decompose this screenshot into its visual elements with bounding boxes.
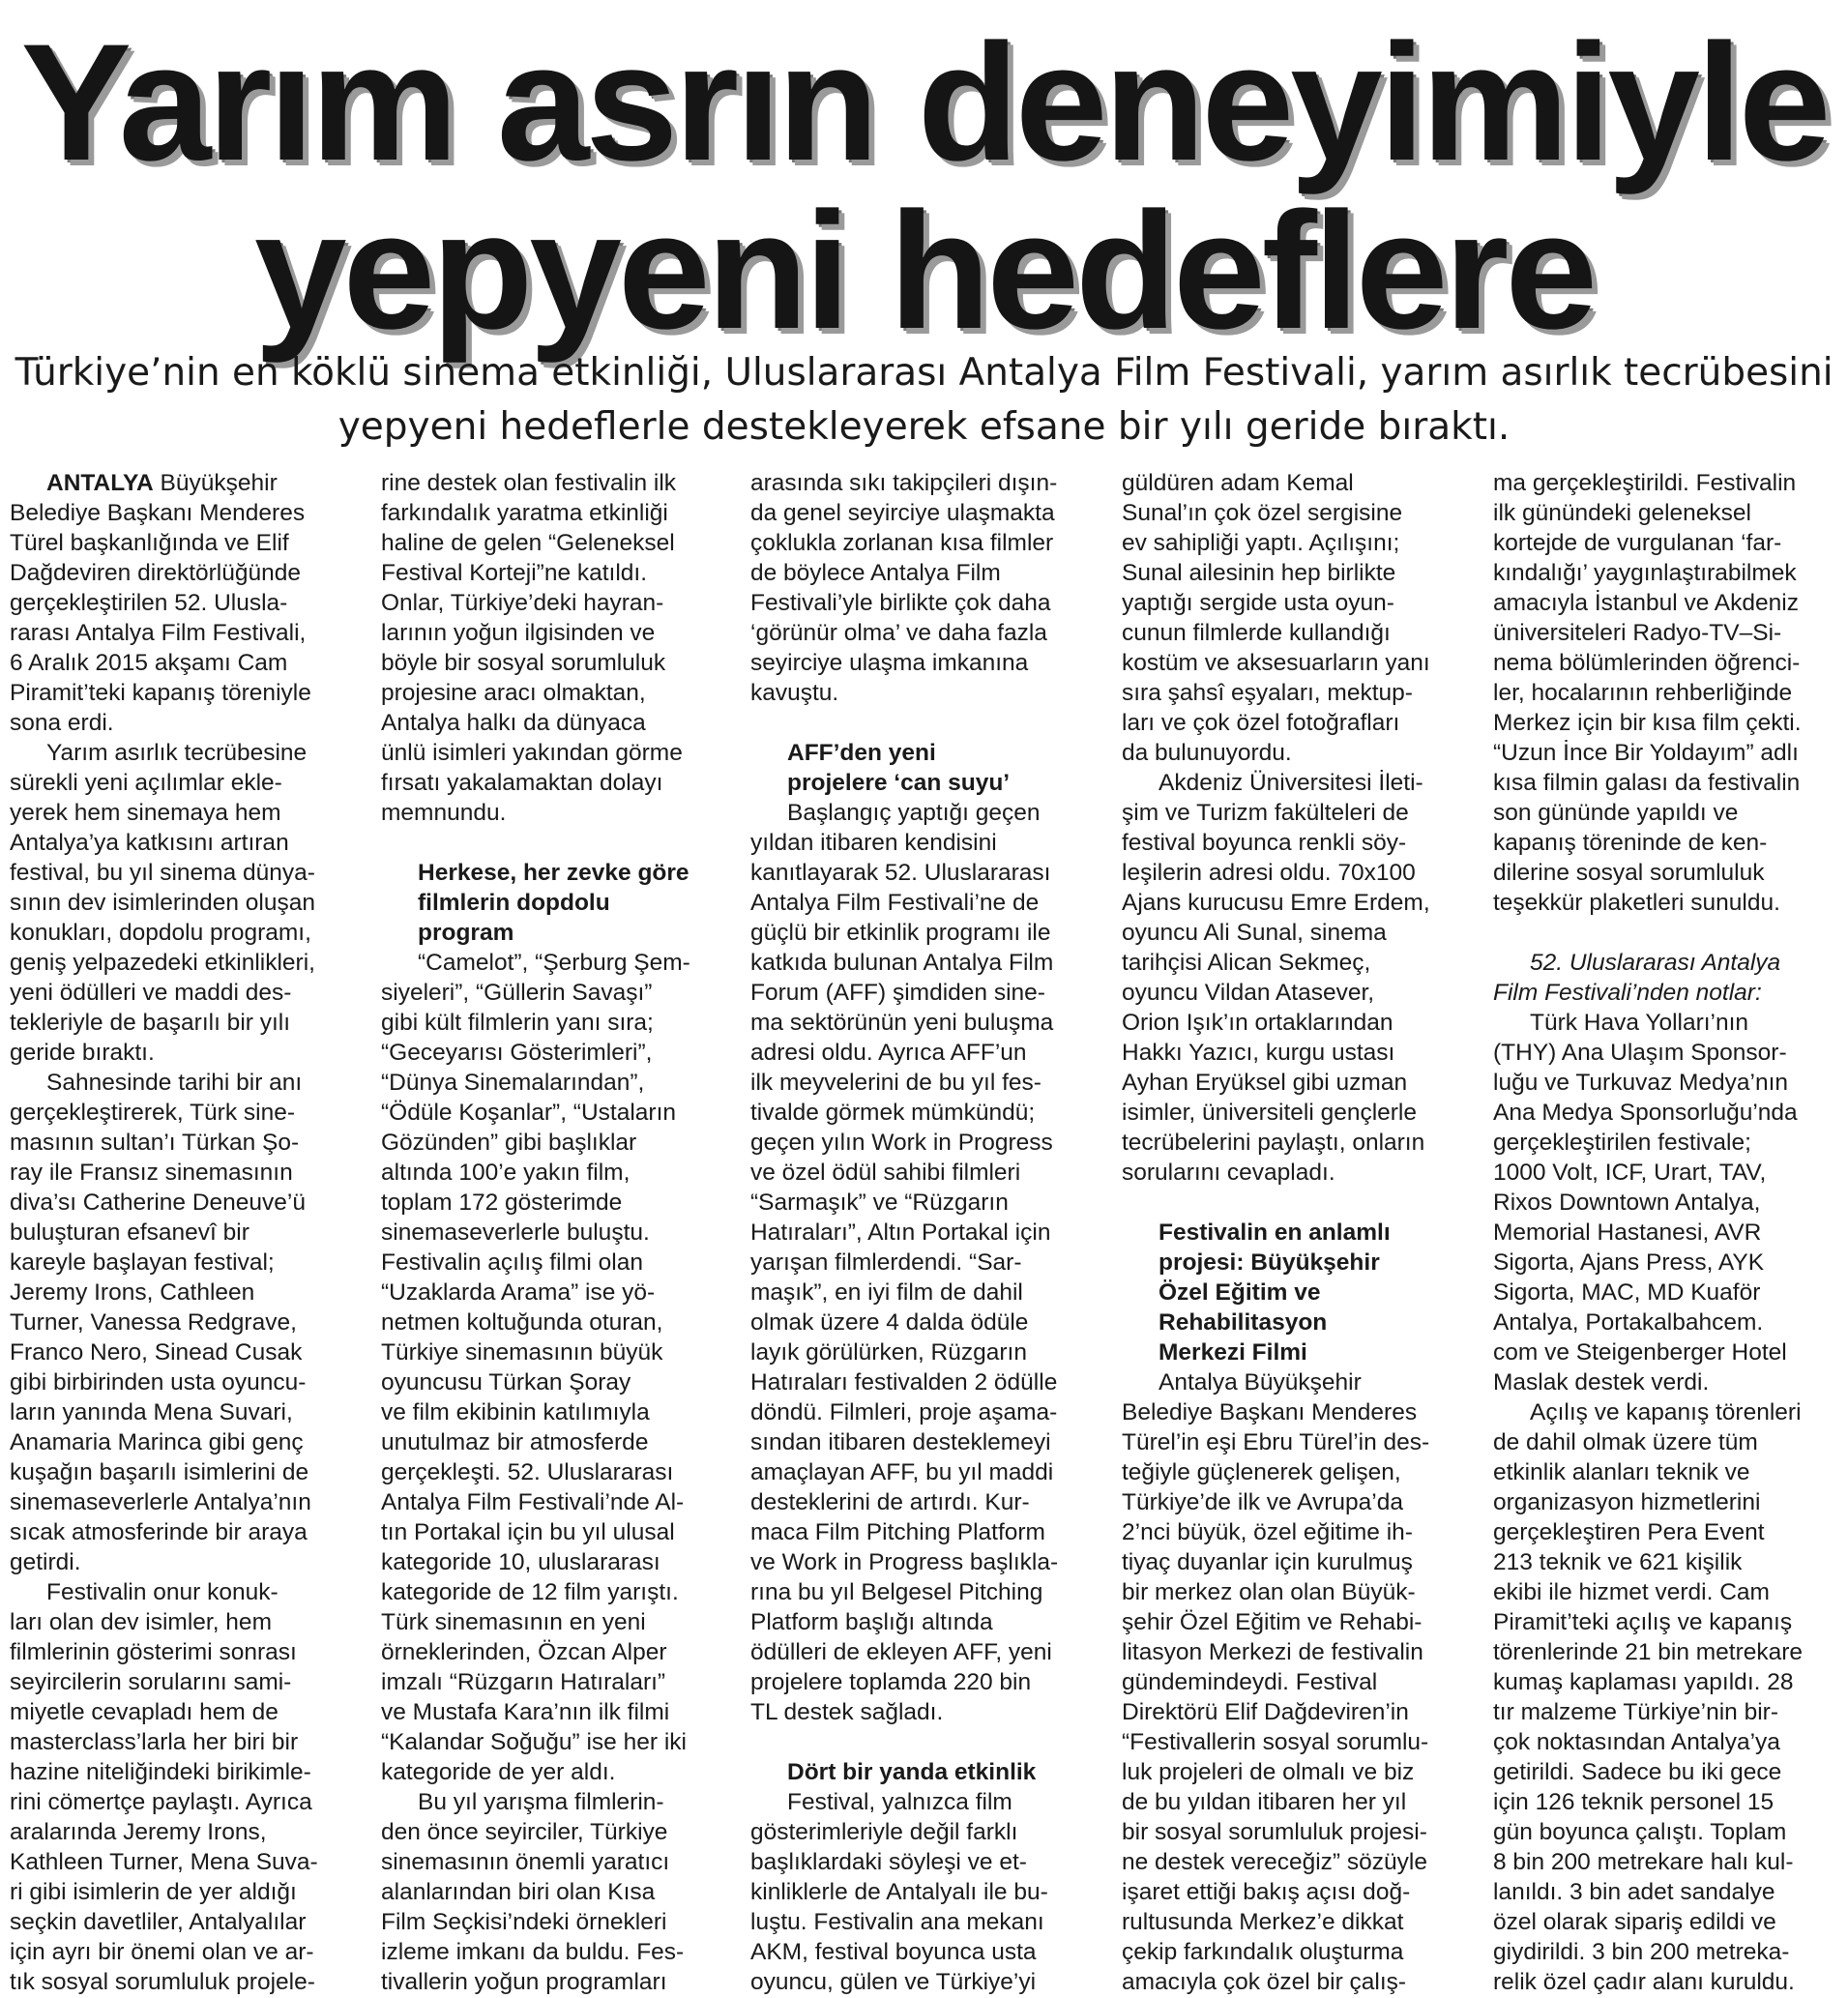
subheading-line: Özel Eğitim ve — [1159, 1279, 1321, 1306]
body-text-line: yeni ödülleri ve maddi des- — [10, 980, 292, 1006]
body-text-line: alanlarından biri olan Kısa — [381, 1879, 656, 1905]
body-text-line: kinliklerle de Antalyalı ile bu- — [750, 1879, 1048, 1905]
body-text-line: de böylece Antalya Film — [750, 560, 1001, 586]
body-text-line: ların yanında Mena Suvari, — [10, 1399, 293, 1425]
body-text-line: Hatıraları”, Altın Portakal için — [750, 1219, 1051, 1246]
body-text-line: gerçekleştirilen 52. Ulusla- — [10, 590, 288, 616]
article-column-3 — [750, 468, 1110, 1997]
body-text-line: oyuncu Ali Sunal, sinema — [1122, 920, 1387, 946]
body-text-line: gibi kült filmlerin yanı sıra; — [381, 1010, 654, 1036]
body-text-line: 6 Aralık 2015 akşamı Cam — [10, 650, 288, 676]
body-text-line: tır malzeme Türkiye’nin bir- — [1493, 1699, 1778, 1725]
body-text-line: Anamaria Marinca gibi genç — [10, 1429, 304, 1455]
body-text-line: Gözünden” gibi başlıklar — [381, 1130, 637, 1156]
body-text-line: çoklukla zorlanan kısa filmler — [750, 530, 1054, 556]
article-column-1 — [10, 468, 369, 1997]
body-text-line: bir sosyal sorumluluk projesi- — [1122, 1819, 1427, 1845]
body-text-line: Memorial Hastanesi, AVR — [1493, 1219, 1762, 1246]
paragraph-first-line: Bu yıl yarışma filmlerin- — [418, 1789, 664, 1815]
notes-heading-line: 52. Uluslararası Antalya — [1530, 950, 1781, 976]
body-text-line: unutulmaz bir atmosferde — [381, 1429, 649, 1455]
article-column-2 — [381, 468, 741, 1997]
subheading-line: filmlerin dopdolu — [418, 890, 610, 916]
paragraph-first-line: Antalya Büyükşehir — [1159, 1369, 1362, 1396]
body-text-line: ve özel ödül sahibi filmleri — [750, 1160, 1021, 1186]
body-text-line: kategoride de 12 film yarıştı. — [381, 1579, 679, 1605]
body-text-line: başlıklardaki söyleşi ve et- — [750, 1849, 1027, 1875]
body-text-line: kanıtlayarak 52. Uluslararası — [750, 860, 1051, 886]
dateline-line: ANTALYA Büyükşehir — [46, 470, 278, 496]
body-text-line: Türel başkanlığında ve Elif — [10, 530, 289, 556]
subheading-line: AFF’den yeni — [787, 740, 936, 766]
body-text-line: masterclass’larla her biri bir — [10, 1729, 299, 1755]
body-text-line: sıra şahsî eşyaları, mektup- — [1122, 680, 1413, 706]
body-text-line: olmak üzere 4 dalda ödüle — [750, 1309, 1029, 1336]
body-text-line: 1000 Volt, ICF, Urart, TAV, — [1493, 1160, 1767, 1186]
body-text-line: filmlerinin gösterimi sonrası — [10, 1639, 297, 1665]
body-text-line: Antalya, Portakalbahcem. — [1493, 1309, 1764, 1336]
body-text-line: TL destek sağladı. — [750, 1699, 944, 1725]
body-text-line: sıcak atmosferinde bir araya — [10, 1519, 308, 1545]
paragraph-first-line: Türk Hava Yolları’nın — [1530, 1010, 1749, 1036]
body-text-line: lanıldı. 3 bin adet sandalye — [1493, 1879, 1775, 1905]
body-text-line: “Uzun İnce Bir Yoldayım” adlı — [1493, 740, 1799, 766]
body-text-line: seçkin davetliler, Antalyalılar — [10, 1909, 307, 1935]
body-text-line: ünlü isimleri yakından görme — [381, 740, 683, 766]
body-text-line: nema bölümlerinden öğrenci- — [1493, 650, 1801, 676]
body-text-line: “Kalandar Soğuğu” ise her iki — [381, 1729, 687, 1755]
body-text-line: güldüren adam Kemal — [1122, 470, 1354, 496]
body-text-line: için 126 teknik personel 15 — [1493, 1789, 1775, 1815]
body-text-line: oyuncu Vildan Atasever, — [1122, 980, 1375, 1006]
body-text-line: tivalde görmek mümkündü; — [750, 1100, 1036, 1126]
body-text-line: gerçekleştirerek, Türk sine- — [10, 1100, 296, 1126]
body-text-line: seyirciye ulaşma imkanına — [750, 650, 1029, 676]
deck-line-2: yepyeni hedeflerle destekleyerek efsane bir yılı geride bıraktı. — [337, 405, 1511, 449]
body-text-line: geniş yelpazedeki etkinlikleri, — [10, 950, 315, 976]
body-text-line: toplam 172 gösterimde — [381, 1190, 623, 1216]
body-text-line: amacıyla çok özel bir çalış- — [1122, 1969, 1407, 1995]
body-text-line: kındalığı’ yaygınlaştırabilmek — [1493, 560, 1797, 586]
body-text-line: luştu. Festivalin ana mekanı — [750, 1909, 1044, 1935]
body-text-line: gösterimleriyle değil farklı — [750, 1819, 1018, 1845]
body-text-line: tivallerin yoğun programları — [381, 1969, 667, 1995]
body-text-line: rarası Antalya Film Festivali, — [10, 620, 307, 646]
body-text-line: kategoride de yer aldı. — [381, 1759, 616, 1785]
body-text-line: sorularını cevapladı. — [1122, 1160, 1335, 1186]
body-text-line: fırsatı yakalamaktan dolayı — [381, 770, 663, 796]
body-text-line: Franco Nero, Sinead Cusak — [10, 1339, 303, 1366]
body-text-line: sinemasının önemli yaratıcı — [381, 1849, 670, 1875]
body-text-line: Onlar, Türkiye’deki hayran- — [381, 590, 664, 616]
subheading-line: Festivalin en anlamlı — [1159, 1219, 1391, 1246]
body-text-line: yaptığı sergide usta oyun- — [1122, 590, 1394, 616]
paragraph-gap — [381, 828, 741, 858]
body-text-line: kortejde de vurgulanan ‘far- — [1493, 530, 1782, 556]
body-text-line: “Geceyarısı Gösterimleri”, — [381, 1040, 653, 1066]
subheading-line: Rehabilitasyon — [1159, 1309, 1328, 1336]
paragraph-gap — [1493, 918, 1848, 948]
body-text-line: amacıyla İstanbul ve Akdeniz — [1493, 590, 1799, 616]
body-text-line: desteklerini de artırdı. Kur- — [750, 1489, 1030, 1515]
article-column-4 — [1122, 468, 1481, 1997]
body-text-line: Film Seçkisi’ndeki örnekleri — [381, 1909, 667, 1935]
subheading-line: projelere ‘can suyu’ — [787, 770, 1011, 796]
body-text-line: ler, hocalarının rehberliğinde — [1493, 680, 1793, 706]
body-text-line: relik özel çadır alanı kuruldu. — [1493, 1969, 1795, 1995]
body-text-line: Türel’in eşi Ebru Türel’in des- — [1122, 1429, 1430, 1455]
paragraph-first-line: Yarım asırlık tecrübesine — [46, 740, 308, 766]
body-text-line: 213 teknik ve 621 kişilik — [1493, 1549, 1743, 1575]
body-text-line: netmen koltuğunda oturan, — [381, 1309, 663, 1336]
body-text-line: Piramit’teki açılış ve kapanış — [1493, 1609, 1793, 1635]
body-text-line: izleme imkanı da buldu. Fes- — [381, 1939, 685, 1965]
body-text-line: Direktörü Elif Dağdeviren’in — [1122, 1699, 1409, 1725]
body-text-line: sının dev isimlerinden oluşan — [10, 890, 315, 916]
body-text-line: ları olan dev isimler, hem — [10, 1609, 272, 1635]
body-text-line: dilerine sosyal sorumluluk — [1493, 860, 1765, 886]
body-text-line: sinemaseverlerle buluştu. — [381, 1219, 650, 1246]
body-text-line: örneklerinden, Özcan Alper — [381, 1639, 667, 1665]
body-text-line: Belediye Başkanı Menderes — [10, 500, 306, 526]
body-text-line: miyetle cevapladı hem de — [10, 1699, 279, 1725]
subheading-line: Herkese, her zevke göre — [418, 860, 689, 886]
body-text-line: teğiyle güçlenerek gelişen, — [1122, 1459, 1401, 1485]
body-text-line: litasyon Merkezi de festivalin — [1122, 1639, 1423, 1665]
body-text-line: kavuştu. — [750, 680, 839, 706]
body-text-line: diva’sı Catherine Deneuve’ü — [10, 1190, 306, 1216]
body-text-line: ilk günündeki geleneksel — [1493, 500, 1751, 526]
body-text-line: Dağdeviren direktörlüğünde — [10, 560, 301, 586]
subheading-line: program — [418, 920, 514, 946]
body-text-line: Jeremy Irons, Cathleen — [10, 1279, 255, 1306]
body-text-line: Antalya’ya katkısını artıran — [10, 830, 289, 856]
body-text-line: da bulunuyordu. — [1122, 740, 1292, 766]
body-text-line: çekip farkındalık oluşturma — [1122, 1939, 1404, 1965]
body-text-line: cunun filmlerde kullandığı — [1122, 620, 1391, 646]
body-text-line: Festival Korteji”ne katıldı. — [381, 560, 648, 586]
body-text-line: organizasyon hizmetlerini — [1493, 1489, 1761, 1515]
body-text-line: Festivali’yle birlikte çok daha — [750, 590, 1051, 616]
body-text-line: Antalya Film Festivali’ne de — [750, 890, 1040, 916]
body-text-line: oyuncusu Türkan Şoray — [381, 1369, 631, 1396]
body-text-line: ray ile Fransız sinemasının — [10, 1160, 293, 1186]
body-text-line: ri gibi isimlerin de yer aldığı — [10, 1879, 297, 1905]
body-text-line: Rixos Downtown Antalya, — [1493, 1190, 1761, 1216]
body-text-line: 2’nci büyük, özel eğitime ih- — [1122, 1519, 1413, 1545]
body-text-line: yıldan itibaren kendisini — [750, 830, 997, 856]
body-text-line: Sunal’ın çok özel sergisine — [1122, 500, 1403, 526]
body-text-line: bir merkez olan olan Büyük- — [1122, 1579, 1416, 1605]
body-text-line: ma sektörünün yeni buluşma — [750, 1010, 1054, 1036]
body-text-line: arasında sıkı takipçileri dışın- — [750, 470, 1058, 496]
body-text-line: ödülleri de ekleyen AFF, yeni — [750, 1639, 1052, 1665]
body-text-line: özel olarak sipariş edildi ve — [1493, 1909, 1776, 1935]
body-text-line: tarihçisi Alican Sekmeç, — [1122, 950, 1371, 976]
body-text-line: Antalya halkı da dünyaca — [381, 710, 646, 736]
body-text-line: “Dünya Sinemalarından”, — [381, 1070, 645, 1096]
body-text-line: Sigorta, MAC, MD Kuaför — [1493, 1279, 1761, 1306]
body-text-line: Forum (AFF) şimdiden sine- — [750, 980, 1045, 1006]
body-text-line: “Festivallerin sosyal sorumlu- — [1122, 1729, 1429, 1755]
body-text-line: projesine aracı olmaktan, — [381, 680, 646, 706]
body-text-line: com ve Steigenberger Hotel — [1493, 1339, 1787, 1366]
body-text-line: siyeleri”, “Güllerin Savaşı” — [381, 980, 653, 1006]
body-text-line: Ayhan Eryüksel gibi uzman — [1122, 1070, 1408, 1096]
body-text-line: Türk sinemasının en yeni — [381, 1609, 646, 1635]
body-text-line: “Sarmaşık” ve “Rüzgarın — [750, 1190, 1009, 1216]
body-text-line: Ana Medya Sponsorluğu’nda — [1493, 1100, 1798, 1126]
headline-line-2: yepyeni hedeflere — [253, 178, 1595, 364]
body-text-line: ve Work in Progress başlıkla- — [750, 1549, 1059, 1575]
body-text-line: memnundu. — [381, 800, 507, 826]
body-text-line: ilk meyvelerini de bu yıl fes- — [750, 1070, 1041, 1096]
paragraph-gap — [1122, 1188, 1481, 1218]
body-text-line: törenlerinde 21 bin metrekare — [1493, 1639, 1804, 1665]
body-text-line: şim ve Turizm fakülteleri de — [1122, 800, 1409, 826]
body-text-line: tık sosyal sorumluluk projele- — [10, 1969, 315, 1995]
body-text-line: ev sahipliği yaptı. Açılışını; — [1122, 530, 1400, 556]
body-text-line: oyuncu, gülen ve Türkiye’yi — [750, 1969, 1037, 1995]
body-text-line: Türkiye sinemasının büyük — [381, 1339, 663, 1366]
body-text-line: ma gerçekleştirildi. Festivalin — [1493, 470, 1797, 496]
body-text-line: ları ve çok özel fotoğrafları — [1122, 710, 1400, 736]
body-text-line: ‘görünür olma’ ve daha fazla — [750, 620, 1047, 646]
body-text-line: geçen yılın Work in Progress — [750, 1130, 1053, 1156]
body-text-line: de dahil olmak üzere tüm — [1493, 1429, 1758, 1455]
body-text-line: ne destek vereceğiz” sözüyle — [1122, 1849, 1427, 1875]
body-text-line: isimler, üniversiteli gençlerle — [1122, 1100, 1418, 1126]
body-text-line: tın Portakal için bu yıl ulusal — [381, 1519, 675, 1545]
body-text-line: geride bıraktı. — [10, 1040, 155, 1066]
body-text-line: sinemaseverlerle Antalya’nın — [10, 1489, 311, 1515]
paragraph-first-line: Festival, yalnızca film — [787, 1789, 1012, 1815]
body-text-line: leşilerin adresi oldu. 70x100 — [1122, 860, 1416, 886]
body-text-line: “Ödüle Koşanlar”, “Ustaların — [381, 1100, 677, 1126]
body-text-line: işaret ettiği bakış açısı doğ- — [1122, 1879, 1411, 1905]
body-text-line: maca Film Pitching Platform — [750, 1519, 1045, 1545]
body-text-line: imzalı “Rüzgarın Hatıraları” — [381, 1669, 666, 1695]
subheading-line: Dört bir yanda etkinlik — [787, 1759, 1037, 1785]
body-text-line: Merkez için bir kısa film çekti. — [1493, 710, 1802, 736]
subheading-line: projesi: Büyükşehir — [1159, 1249, 1380, 1276]
body-text-line: aralarında Jeremy Irons, — [10, 1819, 267, 1845]
paragraph-first-line: Sahnesinde tarihi bir anı — [46, 1070, 303, 1096]
body-text-line: etkinlik alanları teknik ve — [1493, 1459, 1750, 1485]
body-text-line: da genel seyirciye ulaşmakta — [750, 500, 1055, 526]
body-text-line: böyle bir sosyal sorumluluk — [381, 650, 666, 676]
body-text-line: kısa filmin galası da festivalin — [1493, 770, 1801, 796]
body-text-line: kostüm ve aksesuarların yanı — [1122, 650, 1430, 676]
paragraph-first-line: Açılış ve kapanış törenleri — [1530, 1399, 1802, 1425]
body-text-line: masının sultan’ı Türkan Şo- — [10, 1130, 300, 1156]
body-text-line: Orion Işık’ın ortaklarından — [1122, 1010, 1393, 1036]
body-text-line: rultusunda Merkez’e dikkat — [1122, 1909, 1404, 1935]
body-text-line: şehir Özel Eğitim ve Rehabi- — [1122, 1609, 1423, 1635]
body-text-line: gerçekleştirilen festivale; — [1493, 1130, 1751, 1156]
body-text-line: kumaş kaplaması yapıldı. 28 — [1493, 1669, 1794, 1695]
body-text-line: larının yoğun ilgisinden ve — [381, 620, 656, 646]
body-text-line: (THY) Ana Ulaşım Sponsor- — [1493, 1040, 1787, 1066]
body-text-line: Hatıraları festivalden 2 ödülle — [750, 1369, 1058, 1396]
notes-heading-line: Film Festivali’nden notlar: — [1493, 980, 1762, 1006]
body-text-line: tecrübelerini paylaştı, onların — [1122, 1130, 1425, 1156]
body-text-line: sından itibaren desteklemeyi — [750, 1429, 1051, 1455]
body-text-line: altında 100’e yakın film, — [381, 1160, 631, 1186]
body-text-line: ve Mustafa Kara’nın ilk filmi — [381, 1699, 670, 1725]
body-text-line: son gününde yapıldı ve — [1493, 800, 1739, 826]
body-text-line: de bu yıldan itibaren her yıl — [1122, 1789, 1407, 1815]
paragraph-first-line: Akdeniz Üniversitesi İleti- — [1159, 770, 1423, 796]
body-text-line: konukları, dopdolu programı, — [10, 920, 311, 946]
paragraph-gap — [750, 1727, 1110, 1757]
body-text-line: sona erdi. — [10, 710, 114, 736]
body-text-line: rine destek olan festivalin ilk — [381, 470, 677, 496]
body-text-line: ve film ekibinin katılımıyla — [381, 1399, 650, 1425]
body-text-line: adresi oldu. Ayrıca AFF’un — [750, 1040, 1027, 1066]
paragraph-first-line: Başlangıç yaptığı geçen — [787, 800, 1041, 826]
body-text-line: rini cömertçe paylaştı. Ayrıca — [10, 1789, 312, 1815]
body-text-line: Festivalin açılış filmi olan — [381, 1249, 643, 1276]
body-text-line: luğu ve Turkuvaz Medya’nın — [1493, 1070, 1789, 1096]
body-text-line: Hakkı Yazıcı, kurgu ustası — [1122, 1040, 1395, 1066]
body-text-line: Antalya Film Festivali’nde Al- — [381, 1489, 685, 1515]
body-text-line: Maslak destek verdi. — [1493, 1369, 1710, 1396]
body-text-line: döndü. Filmleri, proje aşama- — [750, 1399, 1058, 1425]
body-text-line: için ayrı bir önemi olan ve ar- — [10, 1939, 314, 1965]
body-text-line: güçlü bir etkinlik programı ile — [750, 920, 1051, 946]
body-text-line: seyircilerin sorularını sami- — [10, 1669, 292, 1695]
body-text-line: Türkiye’de ilk ve Avrupa’da — [1122, 1489, 1403, 1515]
body-text-line: kapanış töreninde de ken- — [1493, 830, 1768, 856]
deck-line-1: Türkiye’nin en köklü sinema etkinliği, Uluslararası Antalya Film Festivali, yarım asırlık tecrübesini — [15, 351, 1833, 395]
body-text-line: gerçekleşti. 52. Uluslararası — [381, 1459, 674, 1485]
body-text-line: sürekli yeni açılımlar ekle- — [10, 770, 282, 796]
body-text-line: yerek hem sinemaya hem — [10, 800, 281, 826]
body-text-line: Sunal ailesinin hep birlikte — [1122, 560, 1396, 586]
body-text-line: tiyaç duyanlar için kurulmuş — [1122, 1549, 1413, 1575]
body-text-line: çok noktasından Antalya’ya — [1493, 1729, 1780, 1755]
body-text-line: kareyle başlayan festival; — [10, 1249, 275, 1276]
body-text-line: üniversiteleri Radyo-TV–Si- — [1493, 620, 1782, 646]
body-text-line: “Uzaklarda Arama” ise yö- — [381, 1279, 656, 1306]
body-text-line: layık görülürken, Rüzgarın — [750, 1339, 1027, 1366]
body-text-line: Piramit’teki kapanış töreniyle — [10, 680, 311, 706]
body-text-line: tekleriyle de başarılı bir yılı — [10, 1010, 291, 1036]
dateline-city: ANTALYA — [46, 470, 154, 496]
body-text-line: Platform başlığı altında — [750, 1609, 993, 1635]
body-text-line: festival, bu yıl sinema dünya- — [10, 860, 315, 886]
body-text-line: den önce seyirciler, Türkiye — [381, 1819, 668, 1845]
body-text-line: kuşağın başarılı isimlerini de — [10, 1459, 309, 1485]
body-text-line: katkıda bulunan Antalya Film — [750, 950, 1054, 976]
body-text-line: festival boyunca renkli söy- — [1122, 830, 1407, 856]
body-text-line: Turner, Vanessa Redgrave, — [10, 1309, 297, 1336]
paragraph-first-line: Festivalin onur konuk- — [46, 1579, 279, 1605]
body-text-line: maşık”, en iyi film de dahil — [750, 1279, 1023, 1306]
body-text-line: Belediye Başkanı Menderes — [1122, 1399, 1418, 1425]
body-text-line: giydirildi. 3 bin 200 metreka- — [1493, 1939, 1790, 1965]
body-text-line: Sigorta, Ajans Press, AYK — [1493, 1249, 1765, 1276]
paragraph-gap — [750, 708, 1110, 738]
body-text-line: getirildi. Sadece bu iki gece — [1493, 1759, 1782, 1785]
body-text-line: AKM, festival boyunca usta — [750, 1939, 1037, 1965]
body-text-line: 8 bin 200 metrekare halı kul- — [1493, 1849, 1794, 1875]
body-text-line: hazine niteliğindeki birikimle- — [10, 1759, 311, 1785]
body-text-line: gün boyunca çalıştı. Toplam — [1493, 1819, 1787, 1845]
body-text-line: gibi birbirinden usta oyuncu- — [10, 1369, 307, 1396]
body-text-line: teşekkür plaketleri sunuldu. — [1493, 890, 1780, 916]
headline-line-1: Yarım asrın deneyimiyle — [20, 10, 1828, 195]
body-text-line: rına bu yıl Belgesel Pitching — [750, 1579, 1043, 1605]
paragraph-first-line: “Camelot”, “Şerburg Şem- — [418, 950, 690, 976]
body-text-line: ekibi ile hizmet verdi. Cam — [1493, 1579, 1770, 1605]
body-text-line: yarışan filmlerdendi. “Sar- — [750, 1249, 1022, 1276]
body-text-line: getirdi. — [10, 1549, 81, 1575]
body-text-line: Ajans kurucusu Emre Erdem, — [1122, 890, 1430, 916]
body-text-line: kategoride 10, uluslararası — [381, 1549, 660, 1575]
body-text-line: farkındalık yaratma etkinliği — [381, 500, 668, 526]
body-text-line: projelere toplamda 220 bin — [750, 1669, 1032, 1695]
body-text-line: amaçlayan AFF, bu yıl maddi — [750, 1459, 1054, 1485]
body-text-line: Kathleen Turner, Mena Suva- — [10, 1849, 318, 1875]
body-text-line: buluşturan efsanevî bir — [10, 1219, 249, 1246]
subheading-line: Merkezi Filmi — [1159, 1339, 1307, 1366]
body-text-line: gündemindeydi. Festival — [1122, 1669, 1378, 1695]
body-text-line: haline de gelen “Geleneksel — [381, 530, 675, 556]
article-column-5 — [1493, 468, 1848, 1997]
body-text-line: luk projeleri de olmalı ve biz — [1122, 1759, 1415, 1785]
body-text-line: gerçekleştiren Pera Event — [1493, 1519, 1765, 1545]
